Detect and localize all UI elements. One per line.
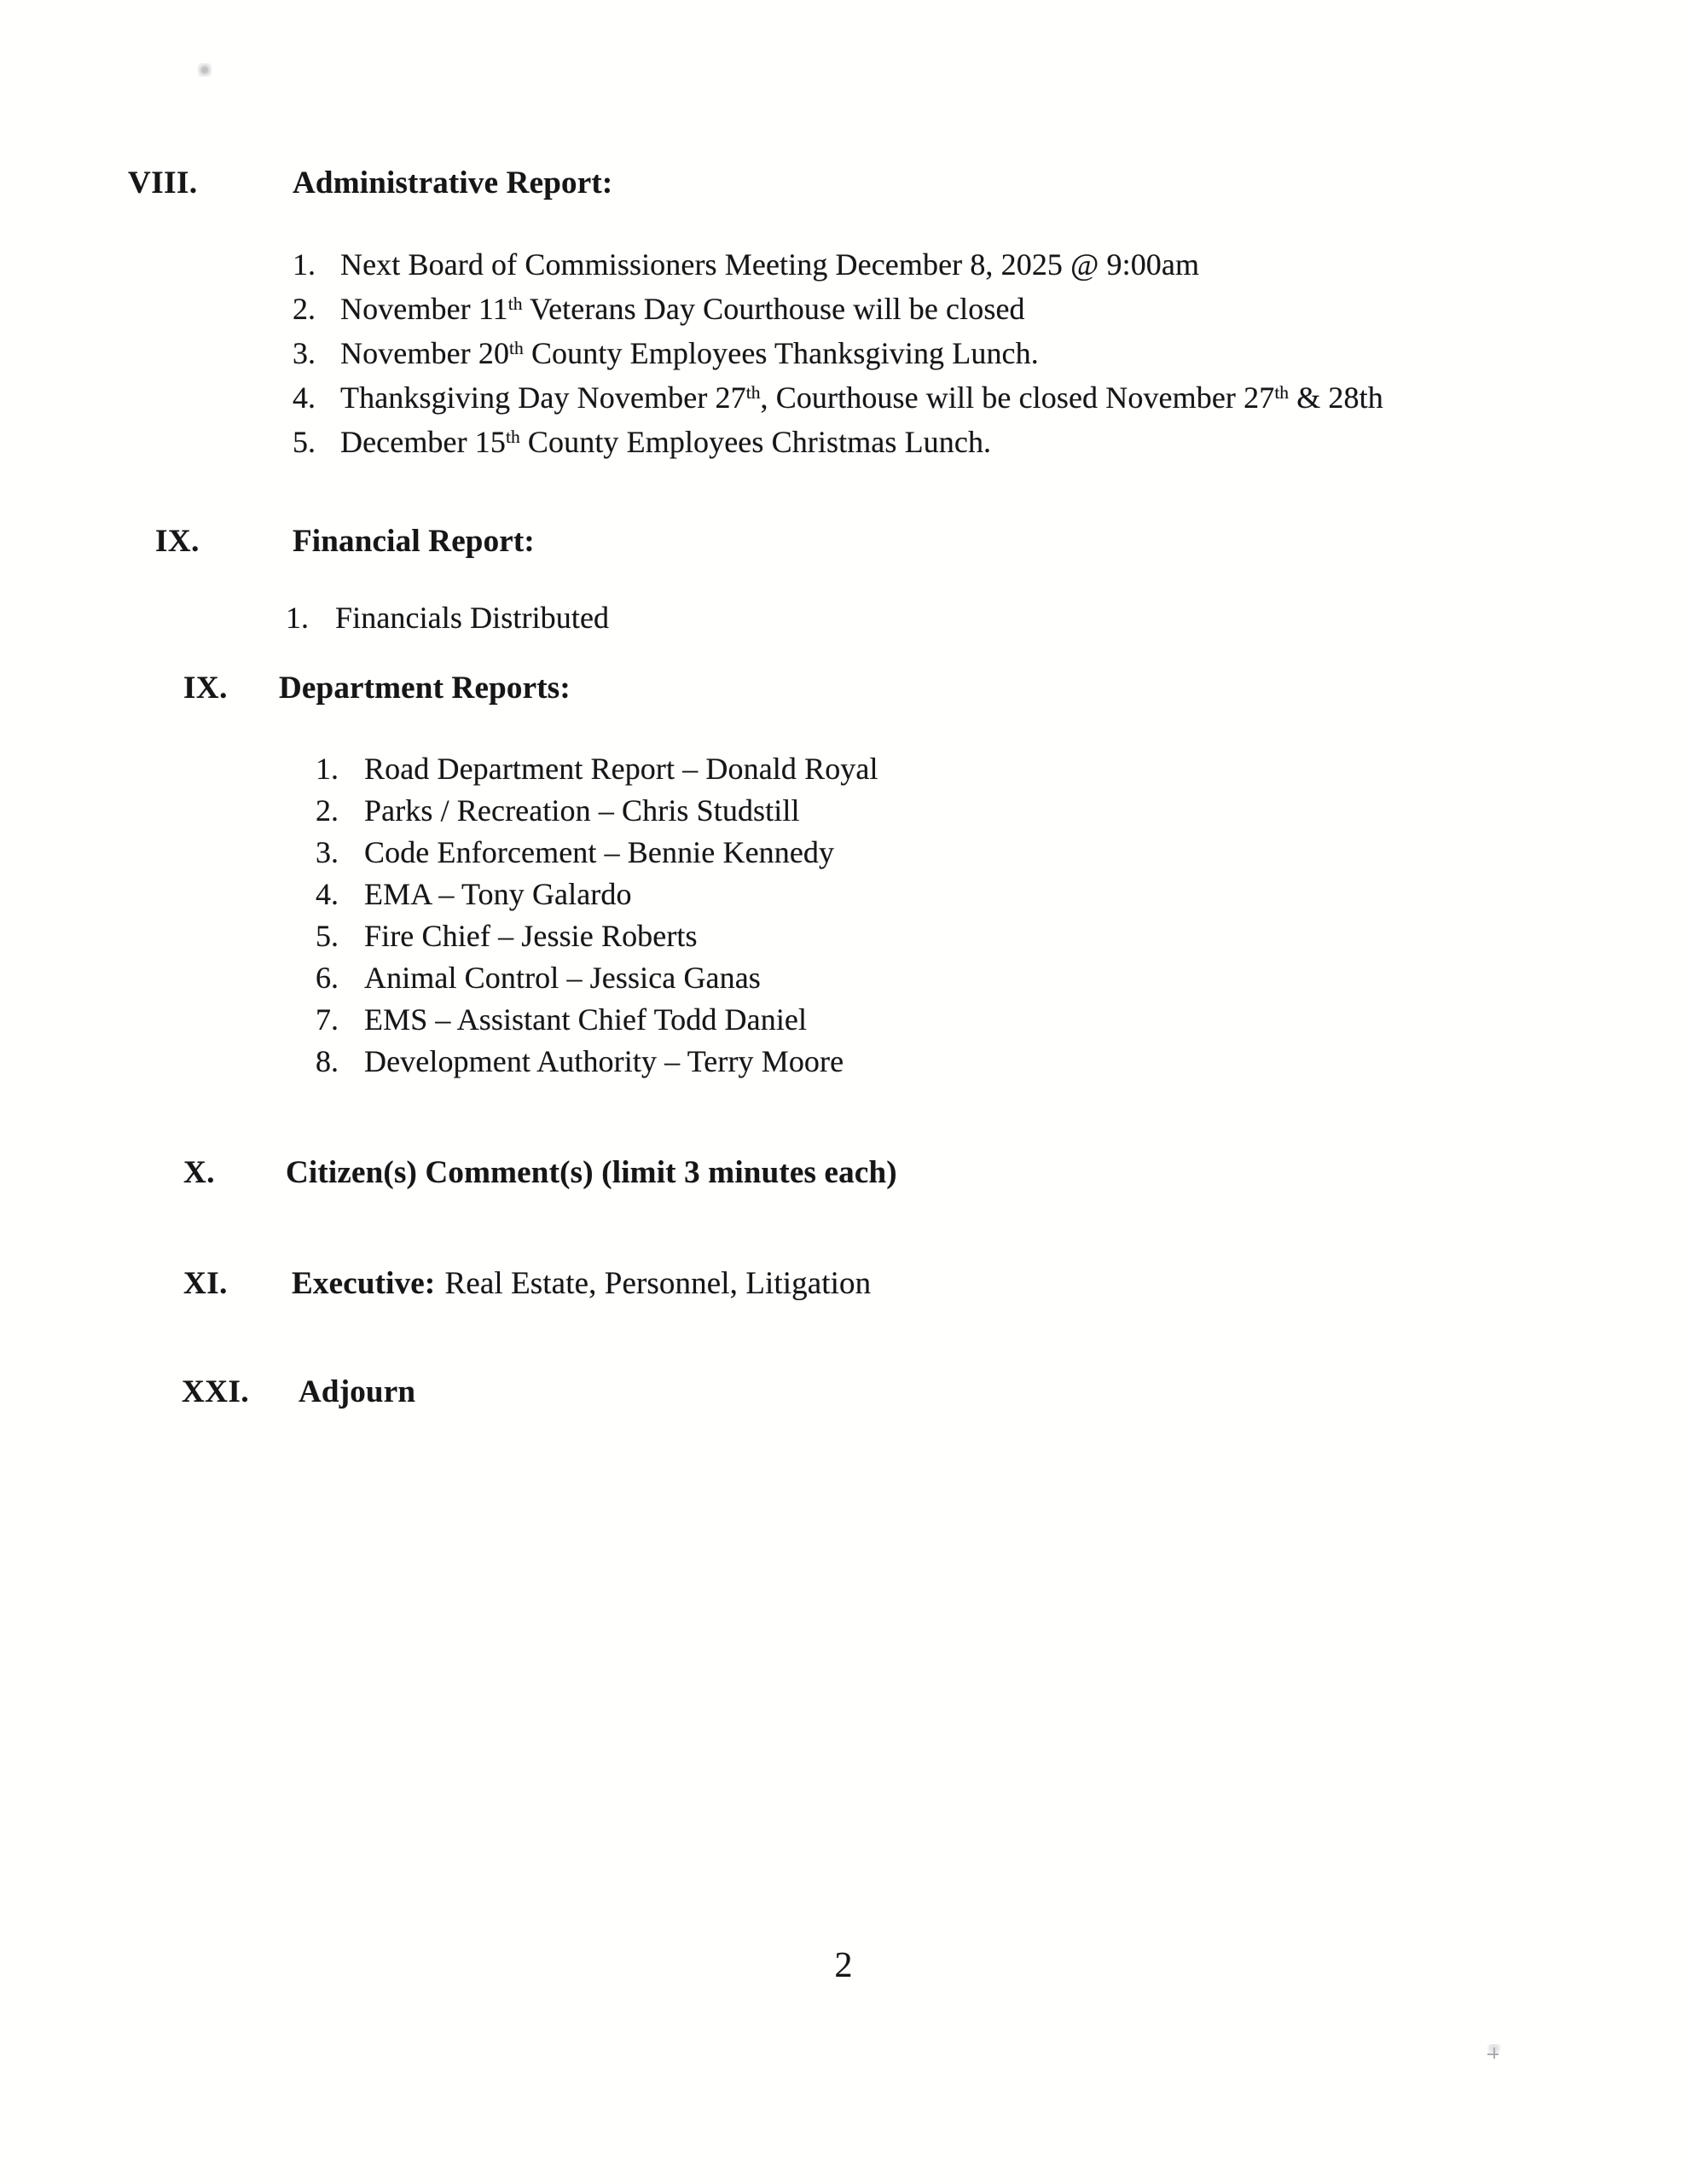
department-reports-list bbox=[316, 748, 878, 1083]
list-item-number: 7. bbox=[316, 1002, 339, 1037]
section-executive-label: Executive: bbox=[292, 1266, 436, 1301]
list-item-text: Financials Distributed bbox=[335, 601, 610, 635]
list-item-number: 3. bbox=[293, 336, 316, 370]
section-citizen-title: Citizen(s) Comment(s) (limit 3 minutes each) bbox=[286, 1155, 897, 1190]
list-item-text: Road Department Report – Donald Royal bbox=[364, 752, 878, 786]
section-financial bbox=[0, 523, 1687, 564]
scan-artifact-bottom-right bbox=[1486, 2044, 1501, 2059]
agenda-list-item bbox=[316, 915, 878, 957]
section-executive-detail: Real Estate, Personnel, Litigation bbox=[444, 1266, 872, 1301]
list-item-number: 1. bbox=[286, 601, 309, 635]
agenda-list-item bbox=[286, 595, 609, 640]
list-item-text: Code Enforcement – Bennie Kennedy bbox=[364, 835, 835, 869]
list-item-text: November 20th County Employees Thanksgiving Lunch. bbox=[340, 336, 1039, 370]
list-item-text: Animal Control – Jessica Ganas bbox=[364, 961, 761, 995]
agenda-list-item bbox=[316, 874, 878, 915]
list-item-number: 2. bbox=[316, 793, 339, 828]
section-department-title: Department Reports: bbox=[279, 671, 571, 706]
list-item-text: Thanksgiving Day November 27th, Courthouse will be closed November 27th & 28th bbox=[340, 380, 1383, 415]
agenda-list-item bbox=[293, 287, 1383, 331]
list-item-number: 2. bbox=[293, 292, 316, 326]
list-item-text: Fire Chief – Jessie Roberts bbox=[364, 919, 698, 953]
list-item-number: 6. bbox=[316, 961, 339, 995]
agenda-list-item bbox=[316, 790, 878, 832]
financial-report-list bbox=[286, 595, 609, 640]
agenda-list-item bbox=[293, 242, 1383, 287]
agenda-list-item bbox=[316, 999, 878, 1041]
section-financial-title: Financial Report: bbox=[293, 524, 535, 559]
page-number: 2 bbox=[834, 1946, 853, 1985]
agenda-list-item bbox=[293, 331, 1383, 375]
scan-artifact-blob bbox=[1486, 2044, 1501, 2056]
section-citizen-comments bbox=[0, 1154, 1687, 1195]
list-item-number: 5. bbox=[316, 919, 339, 953]
section-department-numeral: IX. bbox=[183, 671, 228, 706]
list-item-text: November 11th Veterans Day Courthouse will be closed bbox=[340, 292, 1025, 326]
administrative-report-list bbox=[293, 242, 1383, 464]
agenda-list-item bbox=[316, 1041, 878, 1083]
list-item-text: EMA – Tony Galardo bbox=[364, 877, 632, 911]
section-adjourn bbox=[0, 1374, 1687, 1414]
scan-artifact-top-left bbox=[198, 63, 212, 77]
section-adjourn-title: Adjourn bbox=[299, 1374, 416, 1409]
section-department bbox=[0, 670, 1687, 711]
section-administrative-title: Administrative Report: bbox=[293, 166, 613, 200]
section-citizen-numeral: X. bbox=[183, 1155, 215, 1190]
list-item-text: Next Board of Commissioners Meeting December 8, 2025 @ 9:00am bbox=[340, 247, 1200, 282]
section-executive bbox=[0, 1265, 1687, 1306]
list-item-number: 4. bbox=[293, 380, 316, 415]
list-item-number: 1. bbox=[316, 752, 339, 786]
agenda-list-item bbox=[316, 832, 878, 874]
agenda-list-item bbox=[316, 748, 878, 790]
list-item-number: 3. bbox=[316, 835, 339, 869]
list-item-text: EMS – Assistant Chief Todd Daniel bbox=[364, 1002, 808, 1037]
list-item-number: 4. bbox=[316, 877, 339, 911]
list-item-text: Development Authority – Terry Moore bbox=[364, 1044, 844, 1078]
section-executive-title bbox=[292, 1265, 871, 1303]
agenda-list-item bbox=[316, 957, 878, 999]
section-adjourn-numeral: XXI. bbox=[182, 1374, 250, 1409]
section-executive-numeral: XI. bbox=[183, 1266, 228, 1301]
section-financial-numeral: IX. bbox=[155, 524, 200, 559]
list-item-number: 1. bbox=[293, 247, 316, 282]
section-administrative bbox=[0, 165, 1687, 206]
list-item-number: 5. bbox=[293, 425, 316, 459]
agenda-list-item bbox=[293, 375, 1383, 420]
list-item-number: 8. bbox=[316, 1044, 339, 1078]
section-administrative-numeral: VIII. bbox=[128, 166, 198, 200]
list-item-text: Parks / Recreation – Chris Studstill bbox=[364, 793, 800, 828]
agenda-list-item bbox=[293, 420, 1383, 464]
list-item-text: December 15th County Employees Christmas Lunch. bbox=[340, 425, 992, 459]
